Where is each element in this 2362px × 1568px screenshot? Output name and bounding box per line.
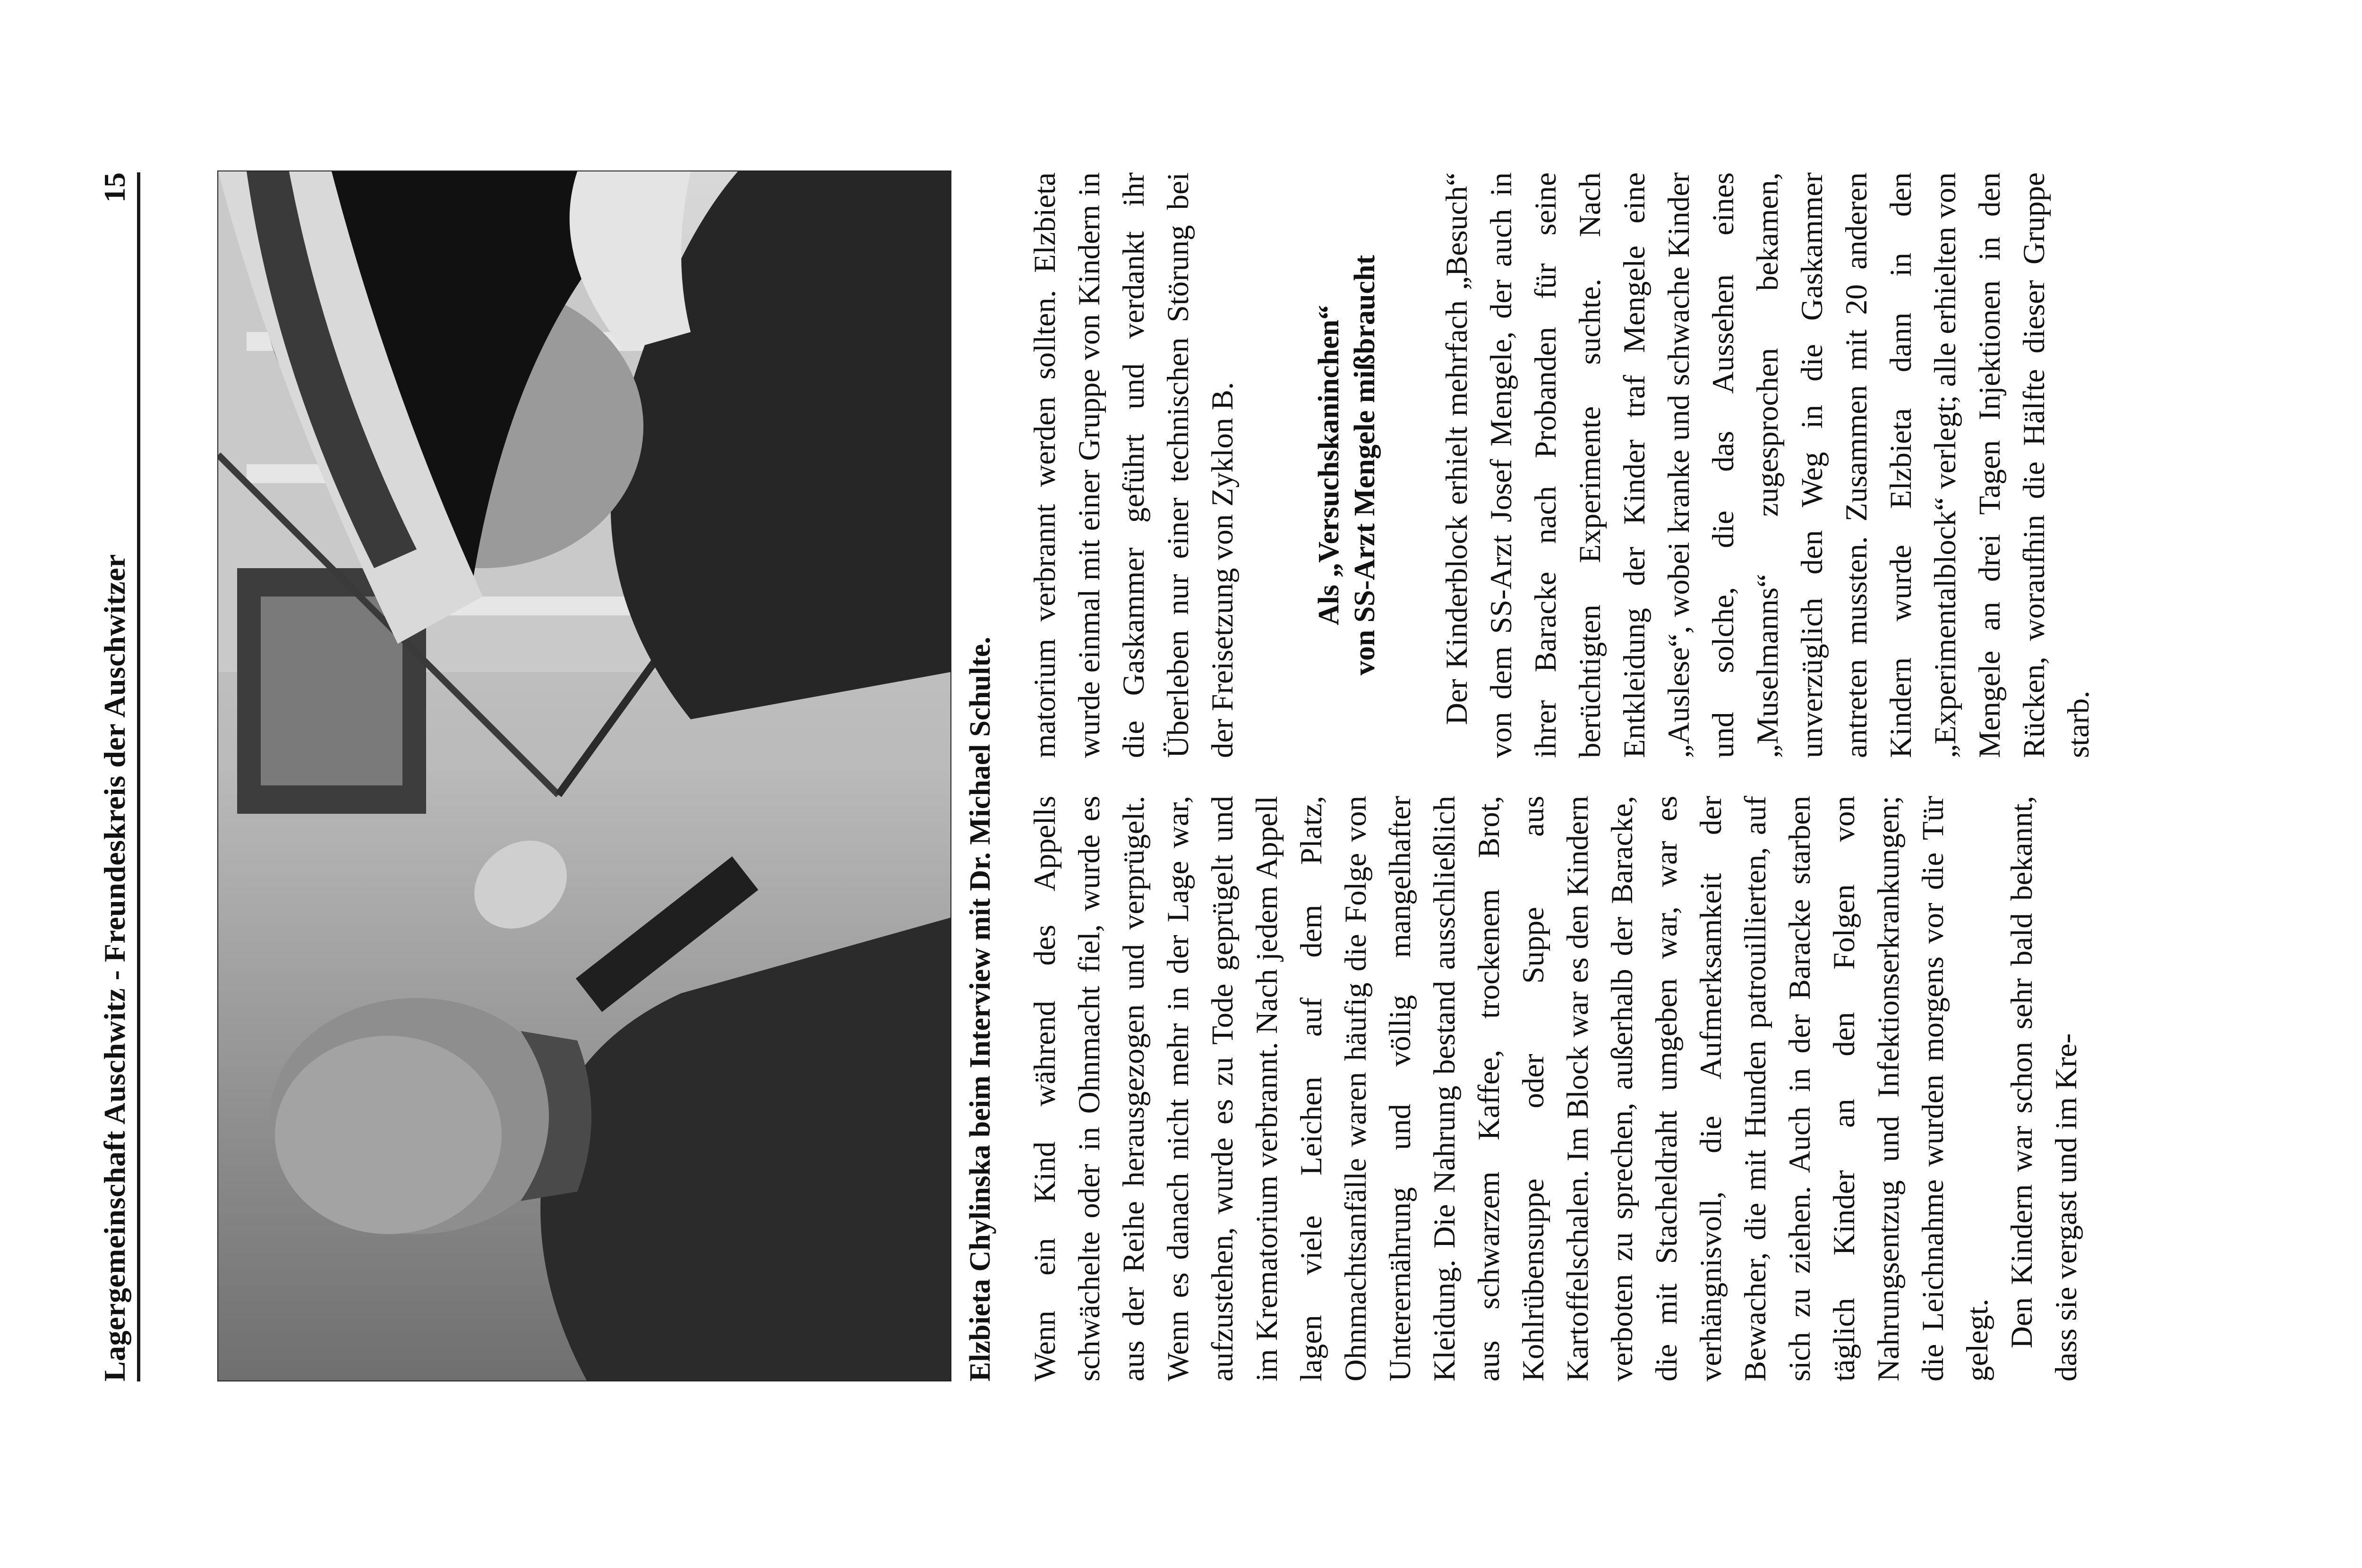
article-column-right xyxy=(1023,172,2101,758)
article-paragraph: Den Kindern war schon sehr bald bekannt, dass sie vergast und im Kre- xyxy=(2005,796,2083,1381)
section-subheading xyxy=(1311,172,1383,758)
subheading-line: von SS-Arzt Mengele mißbraucht xyxy=(1349,255,1381,676)
article-column-left xyxy=(1023,796,2088,1381)
page-header xyxy=(98,172,140,1381)
article-paragraph: Der Kinderblock erhielt mehrfach „Besuch“ von dem SS-Arzt Josef Mengele, der auch in ihrer Baracke nach Probanden für seine berüchtigten Experimente suchte. Nach Entkleidung der Kinder traf Mengele eine „Auslese“, wobei kranke und schwache Kinder und solche, die das Aussehen eines „Muselmanns“ zugesprochen bekamen, unverzüglich den Weg in die Gaskammer antreten mussten. Zusammen mit 20 anderen Kindern wurde Elzbieta dann in den „Experimentalblock“ verlegt; alle erhielten von Mengele an drei Tagen Injektionen in den Rücken, woraufhin die Hälfte dieser Gruppe starb. xyxy=(1440,172,2096,758)
photo-caption: Elzbieta Chylinska beim Interview mit Dr. Michael Schulte. xyxy=(964,637,996,1381)
subheading-line: Als „Versuchskaninchen“ xyxy=(1313,305,1345,626)
page-number: 15 xyxy=(98,172,131,203)
running-title: Lagergemeinschaft Auschwitz - Freundeskreis der Auschwitzer xyxy=(98,554,131,1381)
interview-photo xyxy=(217,170,951,1381)
interview-photo-illustration xyxy=(218,171,950,1381)
article-paragraph: Wenn ein Kind während des Appells schwächelte oder in Ohnmacht fiel, wurde es aus der Reihe herausgezogen und verprügelt. Wenn es danach nicht mehr in der Lage war, aufzustehen, wurde es zu Tode geprügelt und im Krematorium verbrannt. Nach jedem Appell lagen viele Leichen auf dem Platz, Ohnmachtsanfälle waren häufig die Folge von Unterernährung und völlig mangelhafter Kleidung. Die Nahrung bestand ausschließlich aus schwarzem Kaffee, trockenem Brot, Kohlrübensuppe oder Suppe aus Kartoffelschalen. Im Block war es den Kindern verboten zu sprechen, außerhalb der Baracke, die mit Stacheldraht umgeben war, war es verhängnisvoll, die Aufmerksamkeit der Bewacher, die mit Hunden patrouillierten, auf sich zu ziehen. Auch in der Baracke starben täglich Kinder an den Folgen von Nahrungsentzug und Infektionserkrankungen; die Leichnahme wurden morgens vor die Tür gelegt. xyxy=(1028,796,1994,1381)
article-paragraph: matorium verbrannt werden sollten. Elzbieta wurde einmal mit einer Gruppe von Kindern in die Gaskammer geführt und verdankt ihr Überleben nur einer technischen Störung bei der Freisetzung von Zyklon B. xyxy=(1028,172,1240,758)
